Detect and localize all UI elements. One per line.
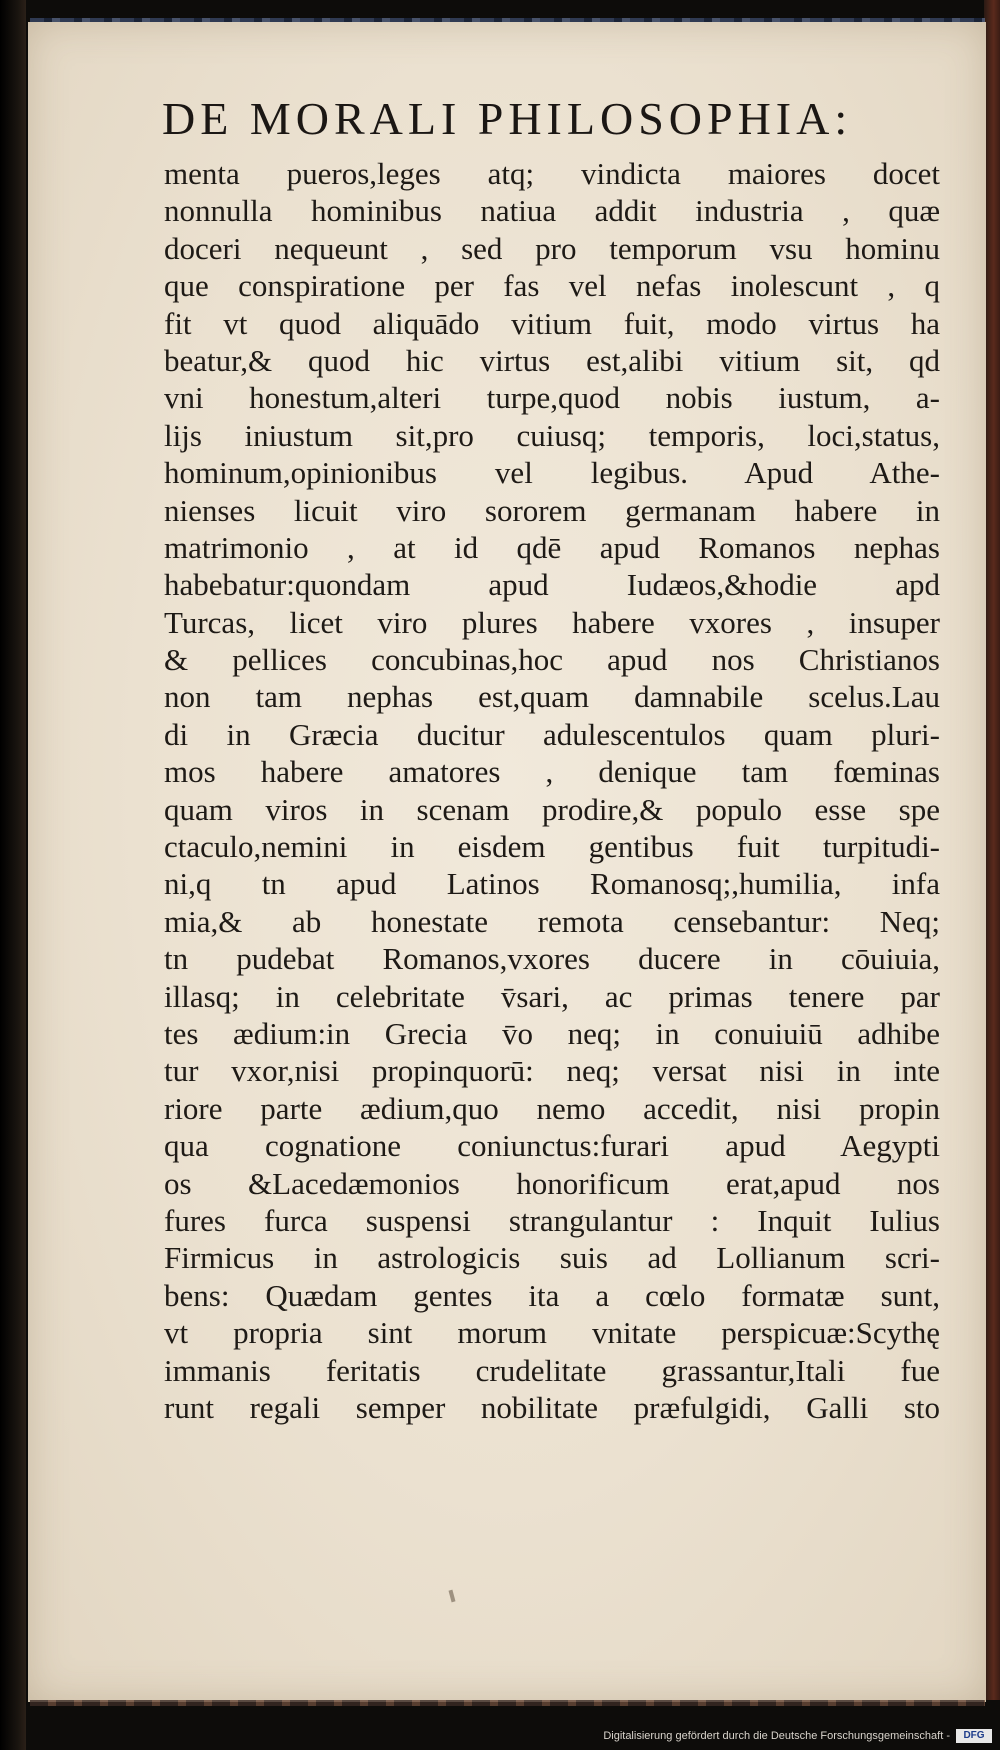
dfg-logo: DFG <box>956 1729 992 1743</box>
text-line: os &Lacedæmonios honorificum erat,apud nos <box>164 1165 940 1201</box>
text-line: hominum,opinionibus vel legibus. Apud Athe- <box>164 455 940 491</box>
bottom-page-border <box>30 1700 985 1706</box>
text-line: Firmicus in astrologicis suis ad Lollianum scri- <box>164 1240 940 1276</box>
text-line: que conspiratione per fas vel nefas inolescunt , q <box>164 268 940 304</box>
text-line: beatur,& quod hic virtus est,alibi vitium sit, qd <box>164 342 940 378</box>
text-line: mos habere amatores , denique tam fœminas <box>164 754 940 790</box>
digitization-credit: Digitalisierung gefördert durch die Deutsche Forschungsgemeinschaft - <box>603 1730 950 1742</box>
text-line: illasq; in celebritate v̄sari, ac primas tenere par <box>164 978 940 1014</box>
text-line: ctaculo,nemini in eisdem gentibus fuit turpitudi- <box>164 829 940 865</box>
text-line: vni honestum,alteri turpe,quod nobis iustum, a- <box>164 380 940 416</box>
text-line: matrimonio , at id qdē apud Romanos nephas <box>164 529 940 565</box>
text-line: habebatur:quondam apud Iudæos,&hodie apd <box>164 567 940 603</box>
text-line: vt propria sint morum vnitate perspicuæ:Scythę <box>164 1315 940 1351</box>
running-head: DE MORALI PHILOSOPHIA: <box>162 93 853 144</box>
body-text <box>164 155 940 1426</box>
text-line: fit vt quod aliquādo vitium fuit, modo virtus ha <box>164 305 940 341</box>
text-line: nienses licuit viro sororem germanam habere in <box>164 492 940 528</box>
text-line: di in Græcia ducitur adulescentulos quam pluri- <box>164 716 940 752</box>
text-line: riore parte ædium,quo nemo accedit, nisi propin <box>164 1090 940 1126</box>
text-line: bens: Quædam gentes ita a cœlo formatæ sunt, <box>164 1277 940 1313</box>
text-line: tn pudebat Romanos,vxores ducere in cōuiuia, <box>164 941 940 977</box>
bookmark-ribbon-edge <box>984 0 1000 1700</box>
text-line: doceri nequeunt , sed pro temporum vsu hominu <box>164 230 940 266</box>
text-line: runt regali semper nobilitate præfulgidi, Galli sto <box>164 1389 940 1425</box>
text-line: non tam nephas est,quam damnabile scelus.Lau <box>164 679 940 715</box>
book-spine-edge <box>0 0 26 1750</box>
text-line: menta pueros,leges atq; vindicta maiores docet <box>164 156 940 191</box>
text-line: nonnulla hominibus natiua addit industria , quæ <box>164 193 940 229</box>
text-line: Turcas, licet viro plures habere vxores , insuper <box>164 604 940 640</box>
text-line: fures furca suspensi strangulantur : Inquit Iulius <box>164 1202 940 1238</box>
text-line: mia,& ab honestate remota censebantur: Neq; <box>164 903 940 939</box>
text-line: ni,q tn apud Latinos Romanosq;,humilia, infa <box>164 866 940 902</box>
text-line: qua cognatione coniunctus:furari apud Aegypti <box>164 1128 940 1164</box>
text-line: quam viros in scenam prodire,& populo esse spe <box>164 791 940 827</box>
text-line: lijs iniustum sit,pro cuiusq; temporis, loci,status, <box>164 417 940 453</box>
text-line: tes ædium:in Grecia v̄o neq; in conuiuiū adhibe <box>164 1015 940 1051</box>
text-line: & pellices concubinas,hoc apud nos Christianos <box>164 642 940 678</box>
text-line: tur vxor,nisi propinquorū: neq; versat nisi in inte <box>164 1053 940 1089</box>
text-line: immanis feritatis crudelitate grassantur,Itali fue <box>164 1352 940 1388</box>
